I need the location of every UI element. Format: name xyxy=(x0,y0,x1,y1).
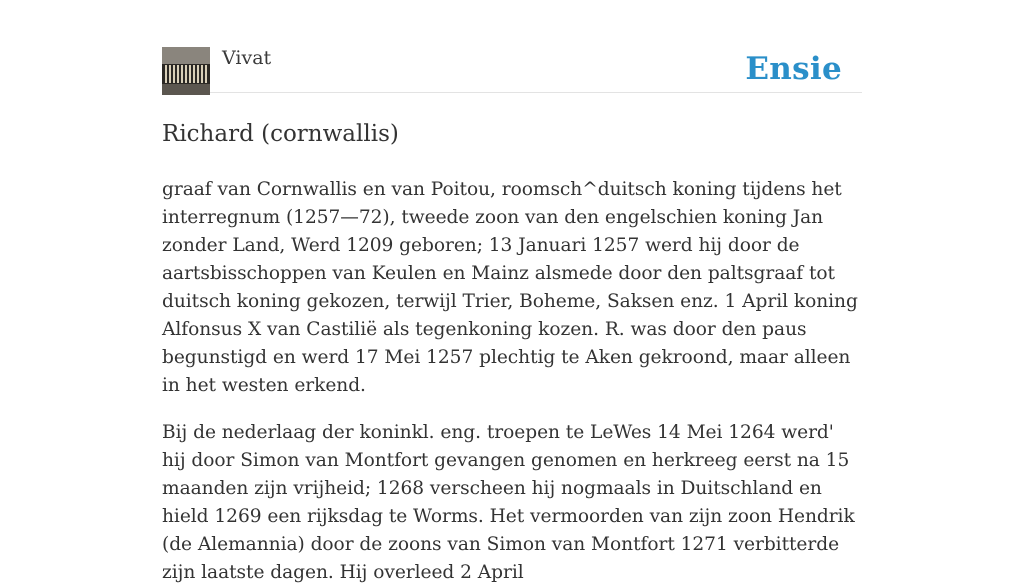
header xyxy=(162,0,862,93)
paragraph-1: graaf van Cornwallis en van Poitou, roomsch^duitsch koning tijdens het interregnum (1257—72), tweede zoon van den engelschien koning Jan zonder Land, Werd 1209 geboren; 13 Januari 1257 werd hij door de aartsbisschoppen van Keulen en Mainz alsmede door den paltsgraaf tot duitsch koning gekozen, terwijl Trier, Boheme, Saksen enz. 1 April koning Alfonsus X van Castilië als tegenkoning kozen. R. was door den paus begunstigd en werd 17 Mei 1257 plechtig te Aken gekroond, maar alleen in het westen erkend. xyxy=(162,179,858,396)
paragraph-2: Bij de nederlaag der koninkl. eng. troepen te LeWes 14 Mei 1264 werd' hij door Simon van Montfort gevangen genomen en herkreeg eerst na 15 maanden zijn vrijheid; 1268 verscheen hij nogmaals in Duitschland en hield 1269 een rijksdag te Worms. Het vermoorden van zijn zoon Hendrik (de Alemannia) door de zoons van Simon van Montfort 1271 verbitterde zijn laatste dagen. Hij overleed 2 April xyxy=(162,422,855,583)
avatar[interactable] xyxy=(162,47,210,95)
brand-logo[interactable]: Ensie xyxy=(745,51,842,87)
page-title: Richard (cornwallis) xyxy=(162,121,399,147)
source-name[interactable]: Vivat xyxy=(222,47,272,69)
book-spines-icon xyxy=(162,47,210,95)
article-page xyxy=(162,0,862,583)
article-body xyxy=(162,176,862,587)
